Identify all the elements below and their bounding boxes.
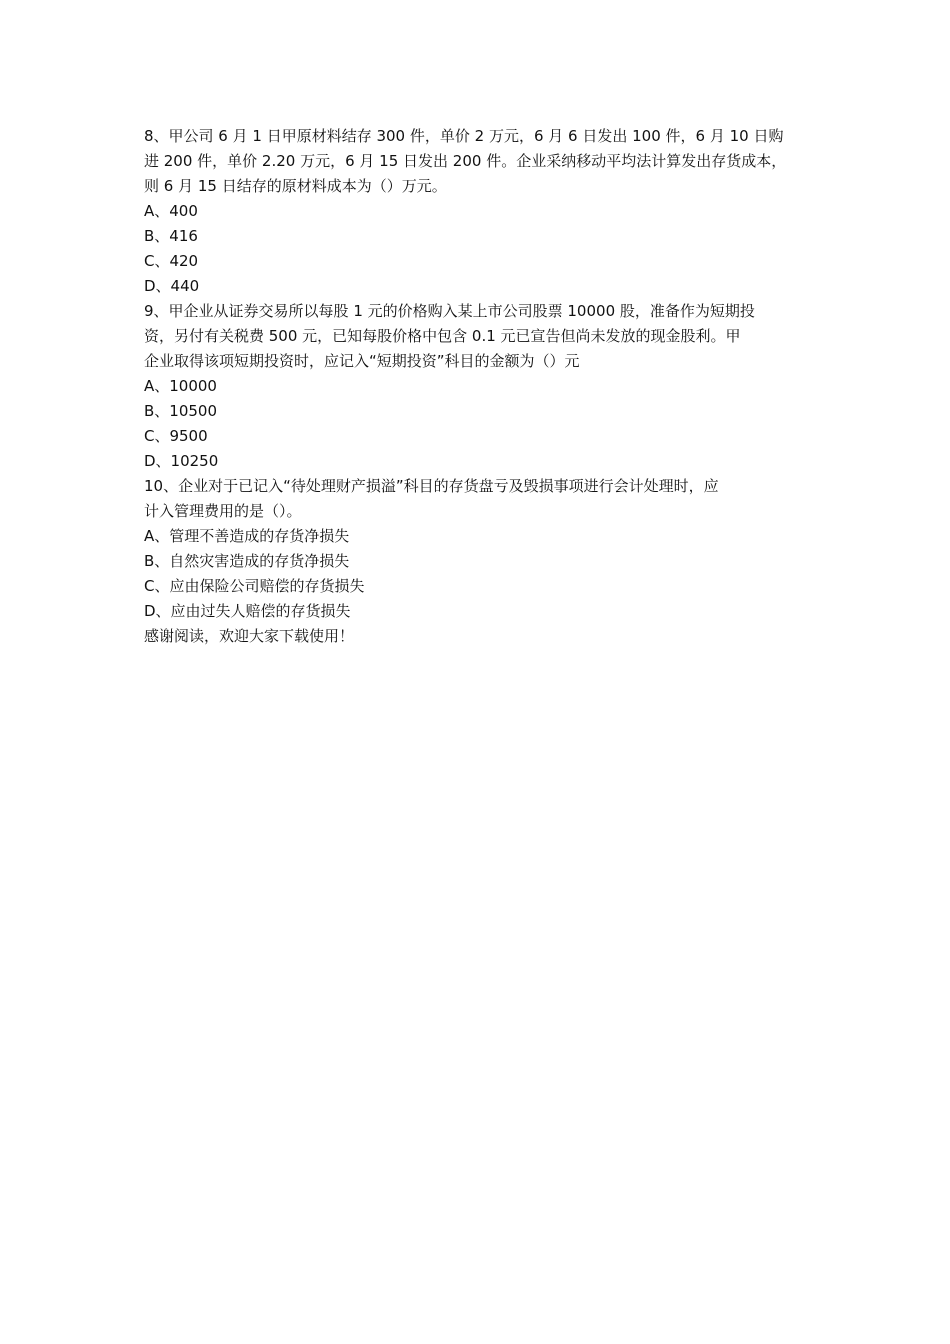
question-stem-line: 计入管理费用的是（）。 [144,502,302,520]
option-a: A、400 [144,202,198,220]
option-b: B、416 [144,227,198,245]
option-d: D、10250 [144,452,219,470]
question-stem-line: 则 6 月 15 日结存的原材料成本为（）万元。 [144,177,447,195]
question-stem-line: 10、企业对于已记入“待处理财产损溢”科目的存货盘亏及毁损事项进行会计处理时，应 [144,477,719,495]
option-c: C、9500 [144,427,208,445]
question-10 [144,474,820,624]
document-page [144,124,820,649]
option-d: D、应由过失人赔偿的存货损失 [144,602,351,620]
question-stem-line: 企业取得该项短期投资时，应记入“短期投资”科目的金额为（）元 [144,352,580,370]
option-a: A、管理不善造成的存货净损失 [144,527,350,545]
option-b: B、10500 [144,402,218,420]
question-stem-line: 8、甲公司 6 月 1 日甲原材料结存 300 件，单价 2 万元，6 月 6 日发出 100 件，6 月 10 日购 [144,127,784,145]
option-c: C、应由保险公司赔偿的存货损失 [144,577,365,595]
question-stem-line: 资，另付有关税费 500 元，已知每股价格中包含 0.1 元已宣告但尚未发放的现金股利。甲 [144,327,741,345]
question-9 [144,299,820,474]
option-c: C、420 [144,252,199,270]
option-b: B、自然灾害造成的存货净损失 [144,552,350,570]
closing-note: 感谢阅读，欢迎大家下载使用！ [144,627,355,645]
question-stem-line: 9、甲企业从证券交易所以每股 1 元的价格购入某上市公司股票 10000 股，准备作为短期投 [144,302,755,320]
option-d: D、440 [144,277,200,295]
option-a: A、10000 [144,377,217,395]
question-stem-line: 进 200 件，单价 2.20 万元，6 月 15 日发出 200 件。企业采纳移动平均法计算发出存货成本， [144,152,787,170]
question-8 [144,124,820,299]
